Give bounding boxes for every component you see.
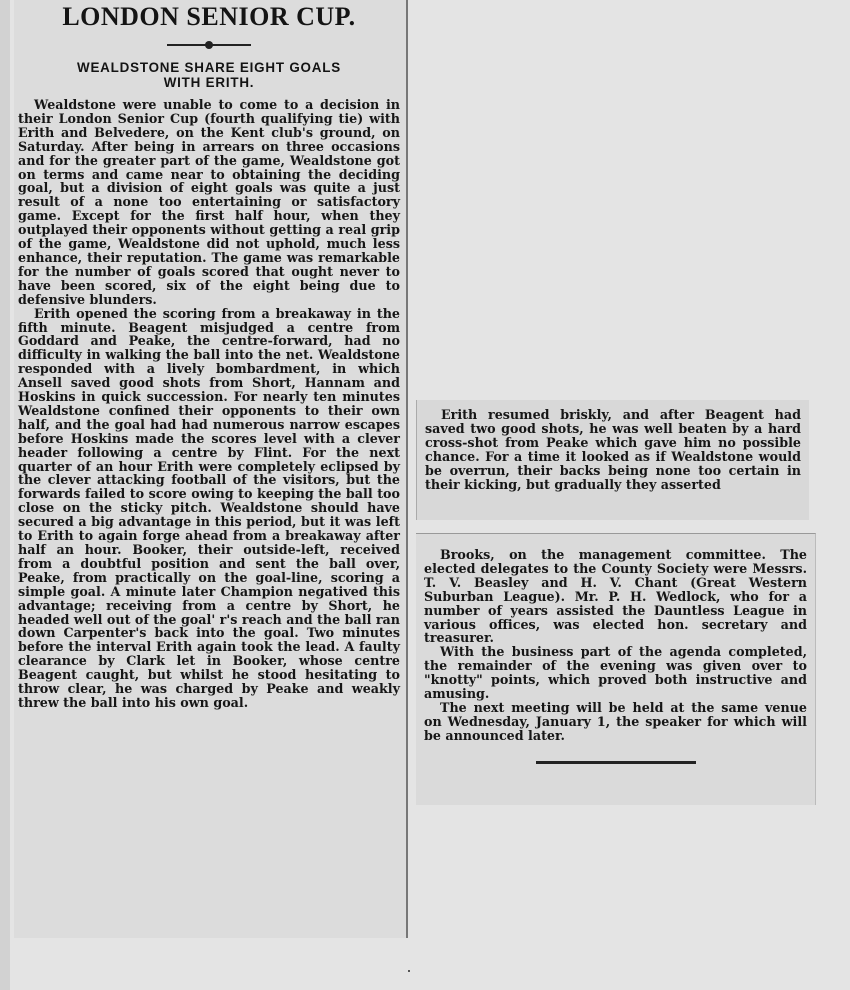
article-subtitle: [18, 60, 400, 90]
second-article-body: [424, 548, 807, 743]
title-ornament: [167, 40, 251, 50]
continuation-paragraph: Erith resumed briskly, and after Beagent had saved two good shots, he was well beaten by a hard cross-shot from Peake which gave him no possible chance. For a time it looked as if Wealdstone would be overrun, their backs being none too certain in their kicking, but gradually they asserted: [425, 407, 801, 492]
scan-left-edge: [0, 0, 10, 990]
subtitle-line-1: WEALDSTONE SHARE EIGHT GOALS: [77, 60, 341, 75]
scan-speck: [408, 970, 410, 972]
continuation-body: [425, 408, 801, 491]
article-column-left: [14, 0, 408, 938]
article-body: [18, 98, 400, 710]
second-article-paragraph-1: Brooks, on the management committee. The elected delegates to the County Society were Messrs. T. V. Beasley and H. V. Chant (Great Western Suburban League). Mr. P. H. Wedlock, who for a number of years assisted the Dauntless League in various offices, was elected hon. secretary and treasurer.: [424, 547, 807, 646]
subtitle-line-2: WITH ERITH.: [163, 75, 255, 90]
second-article-paragraph-3: The next meeting will be held at the same venue on Wednesday, January 1, the speaker for which will be announced later.: [424, 699, 807, 743]
second-article-paragraph-2: With the business part of the agenda completed, the remainder of the evening was given over to "knotty" points, which proved both instructive and amusing.: [424, 644, 807, 702]
article-end-rule: [536, 761, 696, 764]
second-article-column: [416, 533, 816, 805]
article-continuation-column: [416, 400, 809, 520]
article-title: LONDON SENIOR CUP.: [62, 2, 356, 31]
article-paragraph-2: Erith opened the scoring from a breakaway in the fifth minute. Beagent misjudged a centre from Goddard and Peake, the centre-forward, had no difficulty in walking the ball into the net. Wealdstone responded with a lively bombardment, in which Ansell saved good shots from Short, Hannam and Hoskins in quick succession. For nearly ten minutes Wealdstone confined their opponents to their own half, and the goal had had numerous narrow escapes before Hoskins made the scores level with a clever header following a centre by Flint. For the next quarter of an hour Erith were completely eclipsed by the clever attacking football of the visitors, but the forwards failed to score owing to keeping the ball too close on the sticky pitch. Wealdstone should have secured a big advantage in this period, but it was left to Erith to again forge ahead from a breakaway after half an hour. Booker, their outside-left, received from a doubtful position and sent the ball over, Peake, from practically on the goal-line, scoring a simple goal. A minute later Champion negatived this advantage; receiving from a centre by Short, he headed well out of the goal' r's reach and the ball ran down Carpenter's back into the goal. Two minutes before the interval Erith again took the lead. A faulty clearance by Clark let in Booker, whose centre Beagent caught, but whilst he stood hesitating to throw clear, he was charged by Peake and weakly threw the ball into his own goal.: [18, 305, 400, 710]
article-paragraph-1: Wealdstone were unable to come to a decision in their London Senior Cup (fourth qualifying tie) with Erith and Belvedere, on the Kent club's ground, on Saturday. After being in arrears on three occasions and for the greater part of the game, Wealdstone got on terms and came near to obtaining the deciding goal, but a division of eight goals was quite a just result of a none too entertaining or satisfactory game. Except for the first half hour, when they outplayed their opponents without getting a real grip of the game, Wealdstone did not uphold, much less enhance, their reputation. The game was remarkable for the number of goals scored that ought never to have been scored, six of the eight being due to defensive blunders.: [18, 97, 400, 307]
ornament-dot: [205, 41, 213, 49]
